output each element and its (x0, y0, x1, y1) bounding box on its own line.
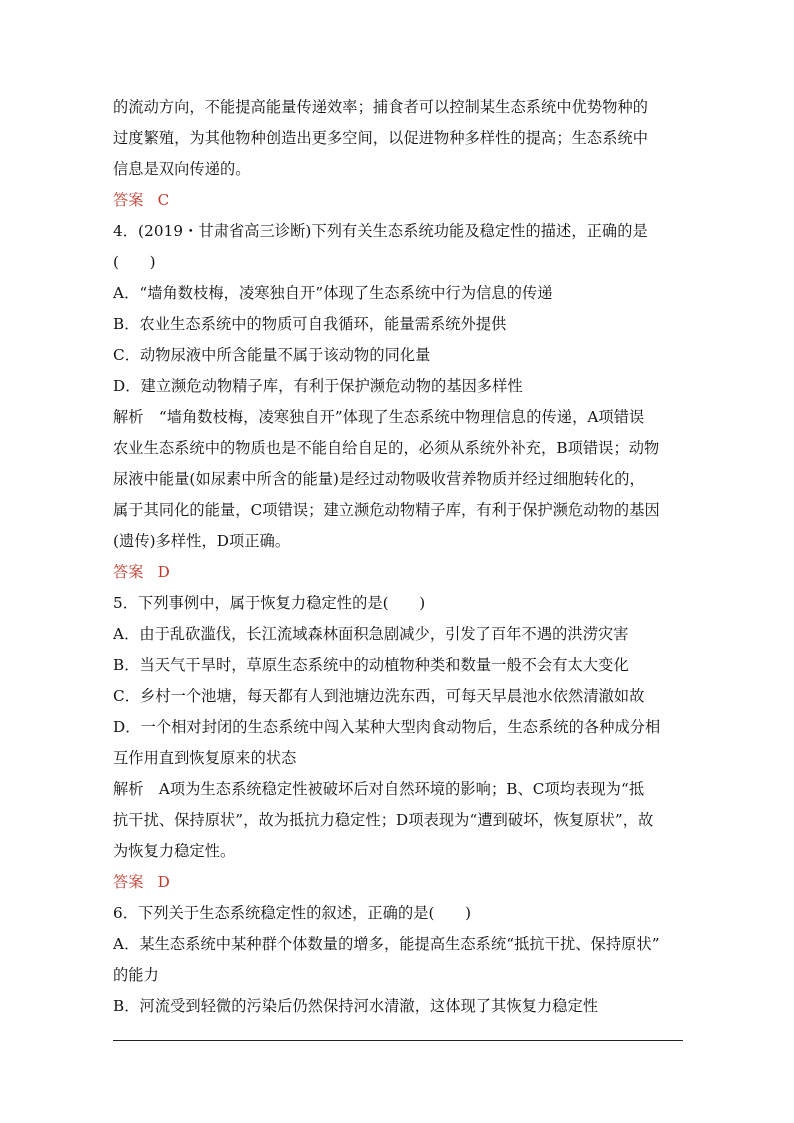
text-line: C．动物尿液中所含能量不属于该动物的同化量 (113, 346, 431, 364)
answer-label: 答案 (113, 873, 144, 891)
text-line: 的流动方向，不能提高能量传递效率；捕食者可以控制某生态系统中优势物种的 (113, 98, 649, 116)
text-line: (遗传)多样性，D项正确。 (113, 532, 291, 550)
answer-line (113, 867, 683, 898)
text-line: 6．下列关于生态系统稳定性的叙述，正确的是( ) (113, 904, 472, 922)
text-line: 解析 “墙角数枝梅，凌寒独自开”体现了生态系统中物理信息的传递，A项错误 (113, 408, 645, 426)
text-line: 过度繁殖，为其他物种创造出更多空间，以促进物种多样性的提高；生态系统中 (113, 129, 649, 147)
text-line: A．某生态系统中某种群个体数量的增多，能提高生态系统“抵抗干扰、保持原状” (113, 935, 660, 953)
text-line: A．“墙角数枝梅，凌寒独自开”体现了生态系统中行为信息的传递 (113, 284, 553, 302)
text-line: 互作用直到恢复原来的状态 (113, 749, 297, 767)
text-line: C．乡村一个池塘，每天都有人到池塘边洗东西，可每天早晨池水依然清澈如故 (113, 687, 645, 705)
text-line: 属于其同化的能量，C项错误；建立濒危动物精子库，有利于保护濒危动物的基因 (113, 501, 660, 519)
text-line: B．河流受到轻微的污染后仍然保持河水清澈，这体现了其恢复力稳定性 (113, 997, 599, 1015)
text-line: 5．下列事例中，属于恢复力稳定性的是( ) (113, 594, 426, 612)
answer-label: 答案 (113, 563, 144, 581)
text-line: B．农业生态系统中的物质可自我循环，能量需系统外提供 (113, 315, 507, 333)
text-line: 的能力 (113, 966, 159, 984)
text-line: D．建立濒危动物精子库，有利于保护濒危动物的基因多样性 (113, 377, 523, 395)
text-line: 信息是双向传递的。 (113, 160, 251, 178)
text-line: A．由于乱砍滥伐，长江流域森林面积急剧减少，引发了百年不遇的洪涝灾害 (113, 625, 629, 643)
answer-value: D (157, 873, 170, 891)
text-line: ( ) (113, 253, 156, 271)
text-line: D．一个相对封闭的生态系统中闯入某种大型肉食动物后，生态系统的各种成分相 (113, 718, 661, 736)
text-line: 农业生态系统中的物质也是不能自给自足的，必须从系统外补充，B项错误；动物 (113, 439, 660, 457)
text-line: 4．(2019・甘肃省高三诊断)下列有关生态系统功能及稳定性的描述，正确的是 (113, 222, 648, 240)
text-line: 为恢复力稳定性。 (113, 842, 236, 860)
answer-value: D (157, 563, 170, 581)
text-line: 抗干扰、保持原状”，故为抵抗力稳定性；D项表现为“遭到破坏，恢复原状”，故 (113, 811, 654, 829)
answer-label: 答案 (113, 191, 144, 209)
text-line: 解析 A项为生态系统稳定性被破坏后对自然环境的影响；B、C项均表现为“抵 (113, 780, 645, 798)
answer-value: C (157, 191, 170, 209)
text-line: 尿液中能量(如尿素中所含的能量)是经过动物吸收营养物质并经过细胞转化的， (113, 470, 645, 488)
answer-line (113, 185, 683, 216)
text-line: B．当天气干旱时，草原生态系统中的动植物种类和数量一般不会有太大变化 (113, 656, 629, 674)
footer-divider (113, 1040, 683, 1041)
page-content (113, 92, 683, 1022)
answer-line (113, 557, 683, 588)
